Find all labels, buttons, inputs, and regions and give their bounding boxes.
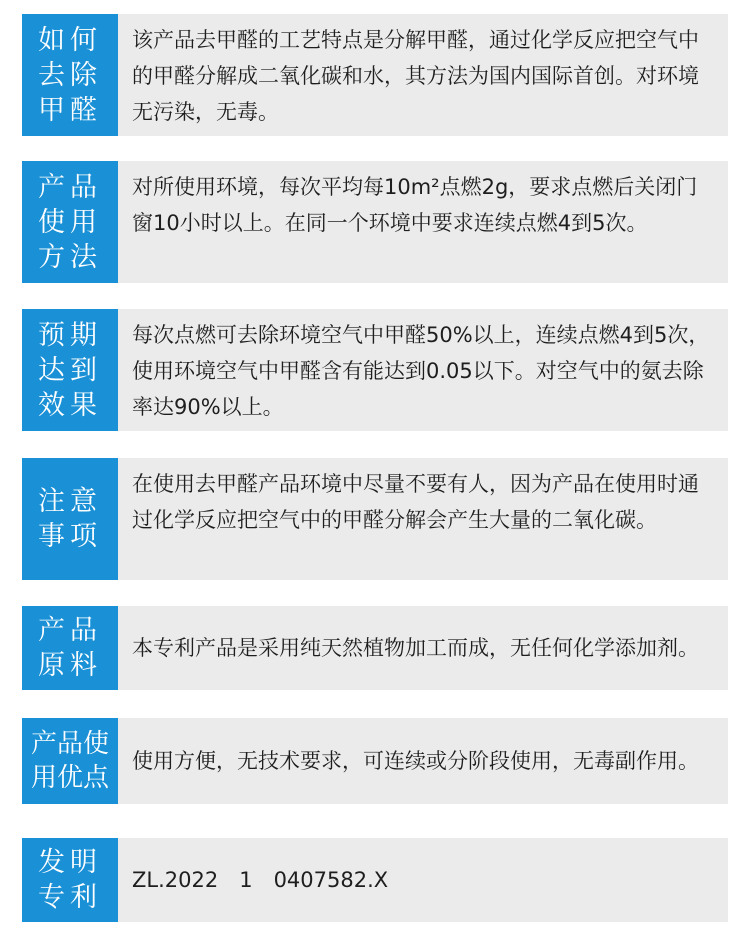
- section-label-text: 发明 专利: [38, 847, 102, 913]
- section-content-text: 该产品去甲醛的工艺特点是分解甲醛，通过化学反应把空气中的甲醛分解成二氧化碳和水，其方法为国内国际首创。对环境无污染，无毒。: [132, 28, 699, 124]
- section-raw-materials: [22, 606, 728, 690]
- section-label-text: 注意 事项: [38, 486, 102, 552]
- section-content: [118, 718, 728, 804]
- section-label: [22, 606, 118, 690]
- section-content: [118, 14, 728, 136]
- section-usage-method: [22, 161, 728, 283]
- section-content-text: 对所使用环境，每次平均每10m²点燃2g，要求点燃后关闭门窗10小时以上。在同一个环境中要求连续点燃4到5次。: [132, 175, 698, 235]
- section-label: [22, 718, 118, 804]
- section-content-text: 本专利产品是采用纯天然植物加工而成，无任何化学添加剂。: [132, 636, 699, 660]
- patent-number: ZL.2022 1 0407582.X: [132, 868, 389, 892]
- section-label: [22, 458, 118, 580]
- section-label: [22, 161, 118, 283]
- section-expected-effect: [22, 309, 728, 431]
- section-content: [118, 838, 728, 922]
- section-label-text: 如何 去除 甲醛: [38, 24, 102, 126]
- section-content-text: 在使用去甲醛产品环境中尽量不要有人，因为产品在使用时通过化学反应把空气中的甲醛分解会产生大量的二氧化碳。: [132, 472, 699, 532]
- section-label-text: 产品 原料: [38, 615, 102, 681]
- section-content: [118, 309, 728, 431]
- section-content: [118, 161, 728, 283]
- section-label-text: 产品使 用优点: [30, 729, 109, 793]
- section-content: [118, 458, 728, 580]
- section-label-text: 预期 达到 效果: [38, 319, 102, 421]
- section-label: [22, 14, 118, 136]
- section-label: [22, 309, 118, 431]
- section-precautions: [22, 458, 728, 580]
- section-remove-formaldehyde: [22, 14, 728, 136]
- section-label-text: 产品 使用 方法: [38, 171, 102, 273]
- section-content-text: 使用方便，无技术要求，可连续或分阶段使用，无毒副作用。: [132, 749, 699, 773]
- section-label: [22, 838, 118, 922]
- section-content-text: 每次点燃可去除环境空气中甲醛50%以上，连续点燃4到5次，使用环境空气中甲醛含有能达到0.05以下。对空气中的氨去除率达90%以上。: [132, 323, 710, 419]
- section-patent: [22, 838, 728, 922]
- section-content: [118, 606, 728, 690]
- section-advantages: [22, 718, 728, 804]
